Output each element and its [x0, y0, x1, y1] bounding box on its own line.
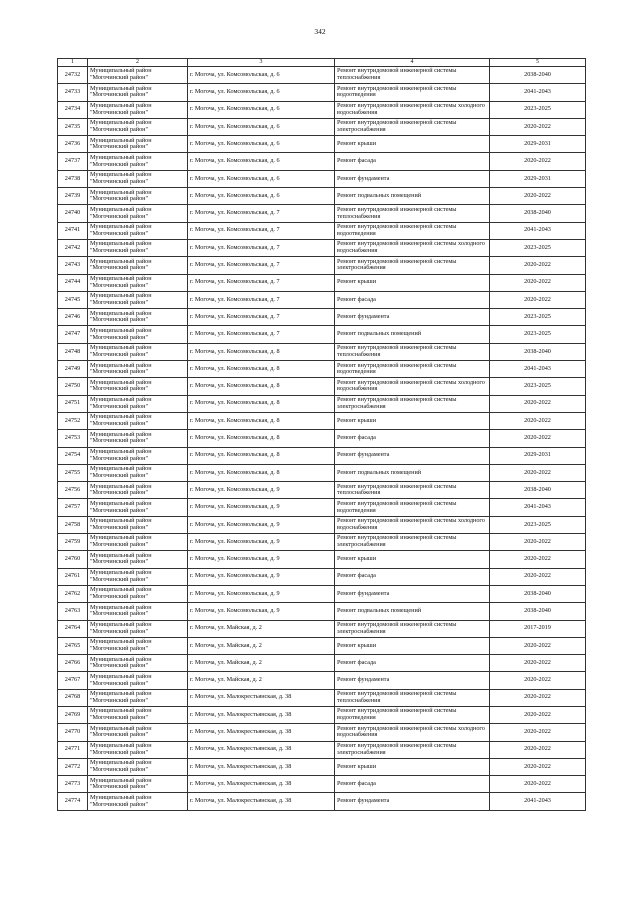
table-row [58, 291, 586, 308]
period-cell: 2023-2025 [490, 101, 586, 118]
work-type-cell: Ремонт внутридомовой инженерной системы теплоснабжения [335, 482, 490, 499]
work-type-cell: Ремонт внутридомовой инженерной системы электроснабжения [335, 257, 490, 274]
address-cell: г. Могоча, ул. Комсомольская, д. 9 [188, 585, 335, 602]
row-number-cell: 24739 [58, 188, 88, 205]
period-cell: 2041-2043 [490, 361, 586, 378]
work-type-cell: Ремонт крыши [335, 136, 490, 153]
row-number-cell: 24747 [58, 326, 88, 343]
address-cell: г. Могоча, ул. Комсомольская, д. 8 [188, 447, 335, 464]
table-row [58, 153, 586, 170]
row-number-cell: 24755 [58, 464, 88, 481]
table-row [58, 689, 586, 706]
address-cell: г. Могоча, ул. Комсомольская, д. 7 [188, 291, 335, 308]
period-cell: 2038-2040 [490, 67, 586, 84]
address-cell: г. Могоча, ул. Малокрестьянская, д. 38 [188, 793, 335, 810]
municipality-cell: Муниципальный район "Могочинский район" [88, 222, 188, 239]
period-cell: 2020-2022 [490, 776, 586, 793]
municipality-cell: Муниципальный район "Могочинский район" [88, 706, 188, 723]
address-cell: г. Могоча, ул. Комсомольская, д. 7 [188, 239, 335, 256]
table-row [58, 637, 586, 654]
period-cell: 2020-2022 [490, 430, 586, 447]
row-number-cell: 24772 [58, 758, 88, 775]
municipality-cell: Муниципальный район "Могочинский район" [88, 412, 188, 429]
work-type-cell: Ремонт внутридомовой инженерной системы электроснабжения [335, 741, 490, 758]
municipality-cell: Муниципальный район "Могочинский район" [88, 309, 188, 326]
address-cell: г. Могоча, ул. Комсомольская, д. 6 [188, 188, 335, 205]
row-number-cell: 24733 [58, 84, 88, 101]
period-cell: 2020-2022 [490, 568, 586, 585]
period-cell: 2020-2022 [490, 464, 586, 481]
municipality-cell: Муниципальный район "Могочинский район" [88, 758, 188, 775]
address-cell: г. Могоча, ул. Комсомольская, д. 7 [188, 326, 335, 343]
municipality-cell: Муниципальный район "Могочинский район" [88, 205, 188, 222]
table-row [58, 447, 586, 464]
table-row [58, 205, 586, 222]
work-type-cell: Ремонт внутридомовой инженерной системы водоотведения [335, 706, 490, 723]
table-row [58, 793, 586, 810]
table-row [58, 568, 586, 585]
row-number-cell: 24753 [58, 430, 88, 447]
work-type-cell: Ремонт крыши [335, 637, 490, 654]
municipality-cell: Муниципальный район "Могочинский район" [88, 447, 188, 464]
address-cell: г. Могоча, ул. Комсомольская, д. 6 [188, 153, 335, 170]
table-row [58, 395, 586, 412]
table-row [58, 464, 586, 481]
municipality-cell: Муниципальный район "Могочинский район" [88, 603, 188, 620]
repair-schedule-table [57, 58, 586, 811]
address-cell: г. Могоча, ул. Малокрестьянская, д. 38 [188, 689, 335, 706]
municipality-cell: Муниципальный район "Могочинский район" [88, 170, 188, 187]
work-type-cell: Ремонт внутридомовой инженерной системы водоотведения [335, 84, 490, 101]
period-cell: 2020-2022 [490, 551, 586, 568]
address-cell: г. Могоча, ул. Малокрестьянская, д. 38 [188, 741, 335, 758]
table-row [58, 101, 586, 118]
work-type-cell: Ремонт подвальных помещений [335, 188, 490, 205]
table-body [58, 67, 586, 811]
address-cell: г. Могоча, ул. Малокрестьянская, д. 38 [188, 776, 335, 793]
municipality-cell: Муниципальный район "Могочинский район" [88, 620, 188, 637]
table-row [58, 170, 586, 187]
work-type-cell: Ремонт фундамента [335, 793, 490, 810]
municipality-cell: Муниципальный район "Могочинский район" [88, 637, 188, 654]
work-type-cell: Ремонт внутридомовой инженерной системы теплоснабжения [335, 689, 490, 706]
work-type-cell: Ремонт внутридомовой инженерной системы теплоснабжения [335, 67, 490, 84]
municipality-cell: Муниципальный район "Могочинский район" [88, 534, 188, 551]
row-number-cell: 24735 [58, 118, 88, 135]
row-number-cell: 24770 [58, 724, 88, 741]
row-number-cell: 24748 [58, 343, 88, 360]
table-row [58, 585, 586, 602]
address-cell: г. Могоча, ул. Комсомольская, д. 7 [188, 274, 335, 291]
period-cell: 2020-2022 [490, 672, 586, 689]
row-number-cell: 24768 [58, 689, 88, 706]
period-cell: 2029-2031 [490, 447, 586, 464]
work-type-cell: Ремонт фундамента [335, 672, 490, 689]
municipality-cell: Муниципальный район "Могочинский район" [88, 776, 188, 793]
municipality-cell: Муниципальный район "Могочинский район" [88, 741, 188, 758]
period-cell: 2020-2022 [490, 724, 586, 741]
address-cell: г. Могоча, ул. Комсомольская, д. 6 [188, 84, 335, 101]
period-cell: 2020-2022 [490, 689, 586, 706]
address-cell: г. Могоча, ул. Комсомольская, д. 7 [188, 257, 335, 274]
table-row [58, 118, 586, 135]
table-row [58, 499, 586, 516]
work-type-cell: Ремонт крыши [335, 412, 490, 429]
address-cell: г. Могоча, ул. Малокрестьянская, д. 38 [188, 724, 335, 741]
work-type-cell: Ремонт внутридомовой инженерной системы водоотведения [335, 361, 490, 378]
address-cell: г. Могоча, ул. Комсомольская, д. 9 [188, 516, 335, 533]
row-number-cell: 24746 [58, 309, 88, 326]
work-type-cell: Ремонт фундамента [335, 447, 490, 464]
work-type-cell: Ремонт фасада [335, 291, 490, 308]
municipality-cell: Муниципальный район "Могочинский район" [88, 551, 188, 568]
work-type-cell: Ремонт внутридомовой инженерной системы холодного водоснабжения [335, 378, 490, 395]
work-type-cell: Ремонт внутридомовой инженерной системы водоотведения [335, 222, 490, 239]
period-cell: 2020-2022 [490, 637, 586, 654]
table-row [58, 378, 586, 395]
work-type-cell: Ремонт внутридомовой инженерной системы водоотведения [335, 499, 490, 516]
period-cell: 2041-2043 [490, 222, 586, 239]
municipality-cell: Муниципальный район "Могочинский район" [88, 378, 188, 395]
work-type-cell: Ремонт внутридомовой инженерной системы холодного водоснабжения [335, 724, 490, 741]
row-number-cell: 24765 [58, 637, 88, 654]
period-cell: 2020-2022 [490, 534, 586, 551]
row-number-cell: 24734 [58, 101, 88, 118]
municipality-cell: Муниципальный район "Могочинский район" [88, 101, 188, 118]
work-type-cell: Ремонт крыши [335, 274, 490, 291]
row-number-cell: 24774 [58, 793, 88, 810]
work-type-cell: Ремонт внутридомовой инженерной системы электроснабжения [335, 118, 490, 135]
row-number-cell: 24732 [58, 67, 88, 84]
period-cell: 2038-2040 [490, 603, 586, 620]
municipality-cell: Муниципальный район "Могочинский район" [88, 499, 188, 516]
work-type-cell: Ремонт внутридомовой инженерной системы холодного водоснабжения [335, 101, 490, 118]
table-row [58, 412, 586, 429]
period-cell: 2041-2043 [490, 793, 586, 810]
row-number-cell: 24751 [58, 395, 88, 412]
work-type-cell: Ремонт фундамента [335, 309, 490, 326]
period-cell: 2038-2040 [490, 585, 586, 602]
work-type-cell: Ремонт внутридомовой инженерной системы электроснабжения [335, 534, 490, 551]
row-number-cell: 24762 [58, 585, 88, 602]
period-cell: 2020-2022 [490, 655, 586, 672]
row-number-cell: 24757 [58, 499, 88, 516]
work-type-cell: Ремонт внутридомовой инженерной системы теплоснабжения [335, 205, 490, 222]
municipality-cell: Муниципальный район "Могочинский район" [88, 464, 188, 481]
row-number-cell: 24754 [58, 447, 88, 464]
address-cell: г. Могоча, ул. Комсомольская, д. 8 [188, 343, 335, 360]
period-cell: 2020-2022 [490, 188, 586, 205]
work-type-cell: Ремонт подвальных помещений [335, 464, 490, 481]
table-row [58, 620, 586, 637]
row-number-cell: 24773 [58, 776, 88, 793]
row-number-cell: 24759 [58, 534, 88, 551]
municipality-cell: Муниципальный район "Могочинский район" [88, 482, 188, 499]
work-type-cell: Ремонт подвальных помещений [335, 326, 490, 343]
row-number-cell: 24740 [58, 205, 88, 222]
row-number-cell: 24769 [58, 706, 88, 723]
municipality-cell: Муниципальный район "Могочинский район" [88, 274, 188, 291]
address-cell: г. Могоча, ул. Комсомольская, д. 7 [188, 309, 335, 326]
address-cell: г. Могоча, ул. Комсомольская, д. 6 [188, 170, 335, 187]
work-type-cell: Ремонт внутридомовой инженерной системы электроснабжения [335, 395, 490, 412]
municipality-cell: Муниципальный район "Могочинский район" [88, 67, 188, 84]
address-cell: г. Могоча, ул. Комсомольская, д. 9 [188, 534, 335, 551]
period-cell: 2029-2031 [490, 136, 586, 153]
period-cell: 2041-2043 [490, 499, 586, 516]
municipality-cell: Муниципальный район "Могочинский район" [88, 326, 188, 343]
table-row [58, 758, 586, 775]
row-number-cell: 24750 [58, 378, 88, 395]
address-cell: г. Могоча, ул. Комсомольская, д. 8 [188, 361, 335, 378]
row-number-cell: 24743 [58, 257, 88, 274]
period-cell: 2023-2025 [490, 326, 586, 343]
address-cell: г. Могоча, ул. Комсомольская, д. 9 [188, 568, 335, 585]
page-number: 342 [314, 27, 326, 36]
table-row [58, 222, 586, 239]
municipality-cell: Муниципальный район "Могочинский район" [88, 585, 188, 602]
row-number-cell: 24760 [58, 551, 88, 568]
period-cell: 2020-2022 [490, 412, 586, 429]
period-cell: 2029-2031 [490, 170, 586, 187]
row-number-cell: 24752 [58, 412, 88, 429]
row-number-cell: 24767 [58, 672, 88, 689]
work-type-cell: Ремонт фасада [335, 153, 490, 170]
table-row [58, 724, 586, 741]
row-number-cell: 24766 [58, 655, 88, 672]
table-row [58, 776, 586, 793]
period-cell: 2020-2022 [490, 153, 586, 170]
period-cell: 2020-2022 [490, 257, 586, 274]
address-cell: г. Могоча, ул. Малокрестьянская, д. 38 [188, 758, 335, 775]
address-cell: г. Могоча, ул. Комсомольская, д. 8 [188, 378, 335, 395]
municipality-cell: Муниципальный район "Могочинский район" [88, 395, 188, 412]
work-type-cell: Ремонт фундамента [335, 585, 490, 602]
table-row [58, 516, 586, 533]
period-cell: 2023-2025 [490, 309, 586, 326]
table-row [58, 84, 586, 101]
period-cell: 2023-2025 [490, 239, 586, 256]
table-row [58, 326, 586, 343]
table-row [58, 430, 586, 447]
period-cell: 2020-2022 [490, 291, 586, 308]
row-number-cell: 24756 [58, 482, 88, 499]
table-row [58, 188, 586, 205]
column-number-row [58, 59, 586, 67]
table-row [58, 741, 586, 758]
period-cell: 2038-2040 [490, 343, 586, 360]
address-cell: г. Могоча, ул. Майская, д. 2 [188, 620, 335, 637]
address-cell: г. Могоча, ул. Комсомольская, д. 8 [188, 464, 335, 481]
row-number-cell: 24745 [58, 291, 88, 308]
work-type-cell: Ремонт крыши [335, 758, 490, 775]
period-cell: 2041-2043 [490, 84, 586, 101]
period-cell: 2020-2022 [490, 118, 586, 135]
work-type-cell: Ремонт фасада [335, 655, 490, 672]
work-type-cell: Ремонт внутридомовой инженерной системы теплоснабжения [335, 343, 490, 360]
address-cell: г. Могоча, ул. Комсомольская, д. 7 [188, 222, 335, 239]
address-cell: г. Могоча, ул. Комсомольская, д. 6 [188, 101, 335, 118]
work-type-cell: Ремонт крыши [335, 551, 490, 568]
row-number-cell: 24764 [58, 620, 88, 637]
address-cell: г. Могоча, ул. Комсомольская, д. 7 [188, 205, 335, 222]
address-cell: г. Могоча, ул. Комсомольская, д. 6 [188, 136, 335, 153]
work-type-cell: Ремонт фасада [335, 568, 490, 585]
address-cell: г. Могоча, ул. Майская, д. 2 [188, 655, 335, 672]
municipality-cell: Муниципальный район "Могочинский район" [88, 153, 188, 170]
table-row [58, 603, 586, 620]
municipality-cell: Муниципальный район "Могочинский район" [88, 343, 188, 360]
table-row [58, 136, 586, 153]
table-row [58, 482, 586, 499]
address-cell: г. Могоча, ул. Комсомольская, д. 9 [188, 482, 335, 499]
row-number-cell: 24736 [58, 136, 88, 153]
period-cell: 2020-2022 [490, 741, 586, 758]
table-row [58, 239, 586, 256]
table-row [58, 67, 586, 84]
row-number-cell: 24763 [58, 603, 88, 620]
work-type-cell: Ремонт внутридомовой инженерной системы холодного водоснабжения [335, 239, 490, 256]
work-type-cell: Ремонт фасада [335, 776, 490, 793]
address-cell: г. Могоча, ул. Комсомольская, д. 9 [188, 499, 335, 516]
table-row [58, 706, 586, 723]
municipality-cell: Муниципальный район "Могочинский район" [88, 136, 188, 153]
work-type-cell: Ремонт подвальных помещений [335, 603, 490, 620]
municipality-cell: Муниципальный район "Могочинский район" [88, 568, 188, 585]
municipality-cell: Муниципальный район "Могочинский район" [88, 689, 188, 706]
table-row [58, 274, 586, 291]
column-number: 2 [88, 59, 188, 67]
address-cell: г. Могоча, ул. Комсомольская, д. 6 [188, 67, 335, 84]
work-type-cell: Ремонт фасада [335, 430, 490, 447]
municipality-cell: Муниципальный район "Могочинский район" [88, 724, 188, 741]
table-row [58, 655, 586, 672]
table-row [58, 361, 586, 378]
municipality-cell: Муниципальный район "Могочинский район" [88, 188, 188, 205]
period-cell: 2038-2040 [490, 482, 586, 499]
period-cell: 2020-2022 [490, 758, 586, 775]
row-number-cell: 24771 [58, 741, 88, 758]
work-type-cell: Ремонт внутридомовой инженерной системы холодного водоснабжения [335, 516, 490, 533]
period-cell: 2038-2040 [490, 205, 586, 222]
table-row [58, 672, 586, 689]
municipality-cell: Муниципальный район "Могочинский район" [88, 291, 188, 308]
address-cell: г. Могоча, ул. Майская, д. 2 [188, 672, 335, 689]
municipality-cell: Муниципальный район "Могочинский район" [88, 84, 188, 101]
municipality-cell: Муниципальный район "Могочинский район" [88, 430, 188, 447]
row-number-cell: 24761 [58, 568, 88, 585]
period-cell: 2023-2025 [490, 516, 586, 533]
table-row [58, 551, 586, 568]
address-cell: г. Могоча, ул. Комсомольская, д. 8 [188, 395, 335, 412]
address-cell: г. Могоча, ул. Комсомольская, д. 6 [188, 118, 335, 135]
table-row [58, 257, 586, 274]
row-number-cell: 24738 [58, 170, 88, 187]
row-number-cell: 24758 [58, 516, 88, 533]
row-number-cell: 24742 [58, 239, 88, 256]
address-cell: г. Могоча, ул. Малокрестьянская, д. 38 [188, 706, 335, 723]
table-row [58, 309, 586, 326]
address-cell: г. Могоча, ул. Комсомольская, д. 9 [188, 551, 335, 568]
municipality-cell: Муниципальный район "Могочинский район" [88, 257, 188, 274]
row-number-cell: 24737 [58, 153, 88, 170]
period-cell: 2020-2022 [490, 706, 586, 723]
address-cell: г. Могоча, ул. Комсомольская, д. 8 [188, 430, 335, 447]
municipality-cell: Муниципальный район "Могочинский район" [88, 672, 188, 689]
address-cell: г. Могоча, ул. Майская, д. 2 [188, 637, 335, 654]
period-cell: 2023-2025 [490, 378, 586, 395]
column-number: 5 [490, 59, 586, 67]
period-cell: 2020-2022 [490, 274, 586, 291]
municipality-cell: Муниципальный район "Могочинский район" [88, 793, 188, 810]
row-number-cell: 24741 [58, 222, 88, 239]
row-number-cell: 24744 [58, 274, 88, 291]
work-type-cell: Ремонт внутридомовой инженерной системы электроснабжения [335, 620, 490, 637]
row-number-cell: 24749 [58, 361, 88, 378]
municipality-cell: Муниципальный район "Могочинский район" [88, 516, 188, 533]
table-row [58, 343, 586, 360]
period-cell: 2017-2019 [490, 620, 586, 637]
address-cell: г. Могоча, ул. Комсомольская, д. 8 [188, 412, 335, 429]
period-cell: 2020-2022 [490, 395, 586, 412]
work-type-cell: Ремонт фундамента [335, 170, 490, 187]
column-number: 3 [188, 59, 335, 67]
municipality-cell: Муниципальный район "Могочинский район" [88, 118, 188, 135]
municipality-cell: Муниципальный район "Могочинский район" [88, 239, 188, 256]
municipality-cell: Муниципальный район "Могочинский район" [88, 655, 188, 672]
municipality-cell: Муниципальный район "Могочинский район" [88, 361, 188, 378]
table-row [58, 534, 586, 551]
column-number: 4 [335, 59, 490, 67]
column-number: 1 [58, 59, 88, 67]
address-cell: г. Могоча, ул. Комсомольская, д. 9 [188, 603, 335, 620]
